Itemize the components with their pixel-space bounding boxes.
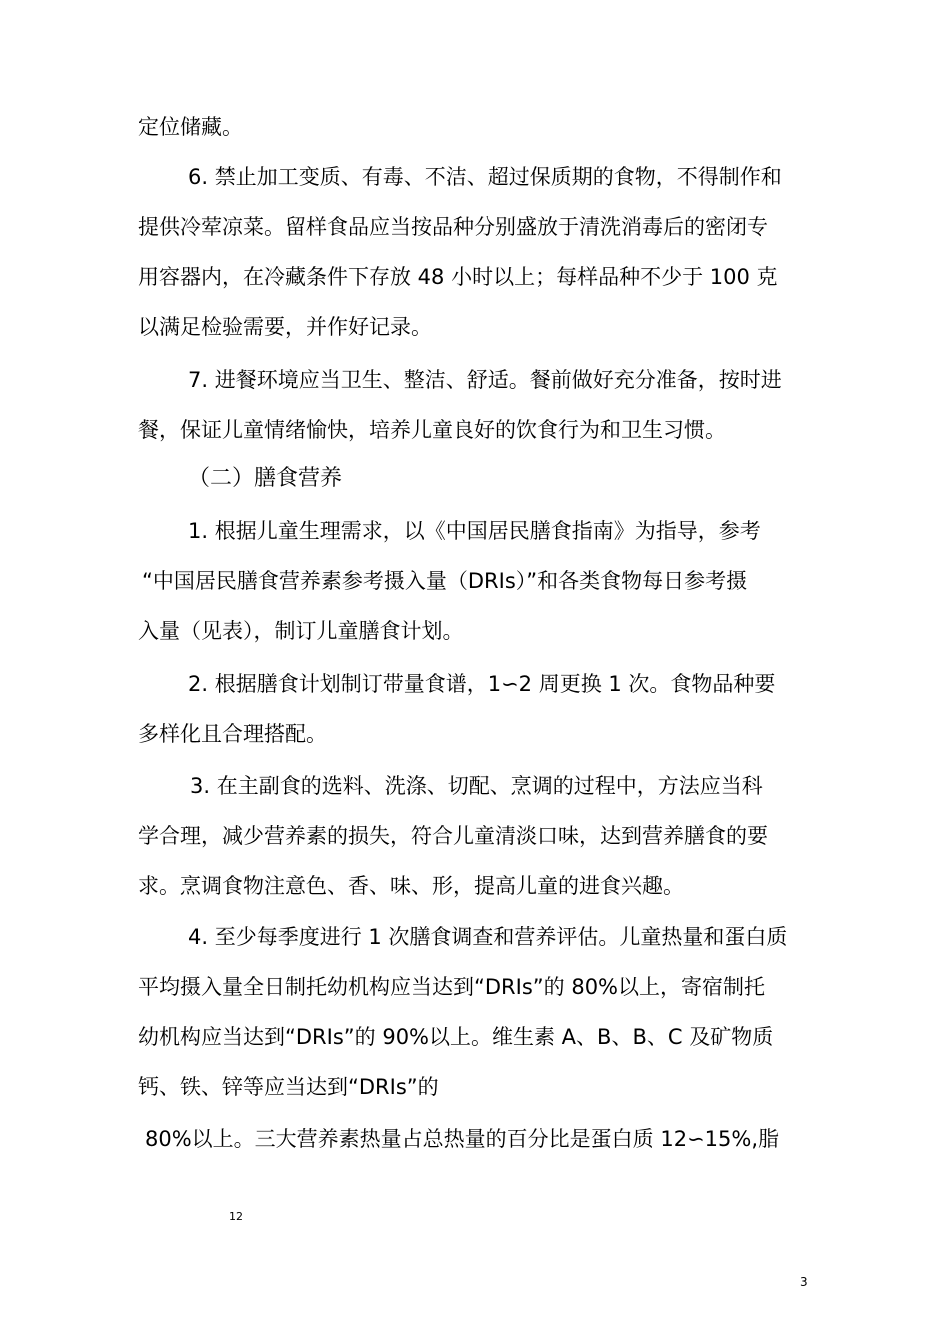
body-line: 钙、铁、锌等应当达到“DRIs”的 — [138, 1075, 439, 1099]
body-line: 以满足检验需要，并作好记录。 — [138, 315, 432, 339]
page-number: 3 — [800, 1275, 808, 1289]
body-line: 餐，保证儿童情绪愉快，培养儿童良好的饮食行为和卫生习惯。 — [138, 418, 726, 442]
body-line: 3. 在主副食的选料、洗涤、切配、烹调的过程中，方法应当科 — [190, 774, 763, 798]
footnote-marker: 12 — [229, 1210, 243, 1223]
body-line: 入量（见表），制订儿童膳食计划。 — [138, 619, 464, 643]
body-line: 多样化且合理搭配。 — [138, 722, 327, 746]
body-line: 求。烹调食物注意色、香、味、形，提高儿童的进食兴趣。 — [138, 874, 684, 898]
body-line: 学合理，减少营养素的损失，符合儿童清淡口味，达到营养膳食的要 — [138, 824, 768, 848]
section-heading: （二）膳食营养 — [188, 466, 343, 491]
body-line: 幼机构应当达到“DRIs”的 90%以上。维生素 A、B、B、C 及矿物质 — [138, 1025, 774, 1049]
body-line: 80%以上。三大营养素热量占总热量的百分比是蛋白质 12∽15%,脂 — [145, 1127, 780, 1151]
body-line: 6. 禁止加工变质、有毒、不洁、超过保质期的食物，不得制作和 — [188, 165, 782, 189]
body-line: “中国居民膳食营养素参考摄入量（DRIs）”和各类食物每日参考摄 — [142, 569, 748, 593]
body-line: 定位储藏。 — [138, 115, 243, 139]
body-line: 2. 根据膳食计划制订带量食谱，1∽2 周更换 1 次。食物品种要 — [188, 672, 776, 696]
body-line: 平均摄入量全日制托幼机构应当达到“DRIs”的 80%以上，寄宿制托 — [138, 975, 766, 999]
body-line: 提供冷荤凉菜。留样食品应当按品种分别盛放于清洗消毒后的密闭专 — [138, 215, 768, 239]
body-line: 1. 根据儿童生理需求，以《中国居民膳食指南》为指导，参考 — [188, 519, 761, 543]
body-line: 4. 至少每季度进行 1 次膳食调查和营养评估。儿童热量和蛋白质 — [188, 925, 788, 949]
body-line: 7. 进餐环境应当卫生、整洁、舒适。餐前做好充分准备，按时进 — [188, 368, 782, 392]
body-line: 用容器内，在冷藏条件下存放 48 小时以上；每样品种不少于 100 克 — [138, 265, 778, 289]
